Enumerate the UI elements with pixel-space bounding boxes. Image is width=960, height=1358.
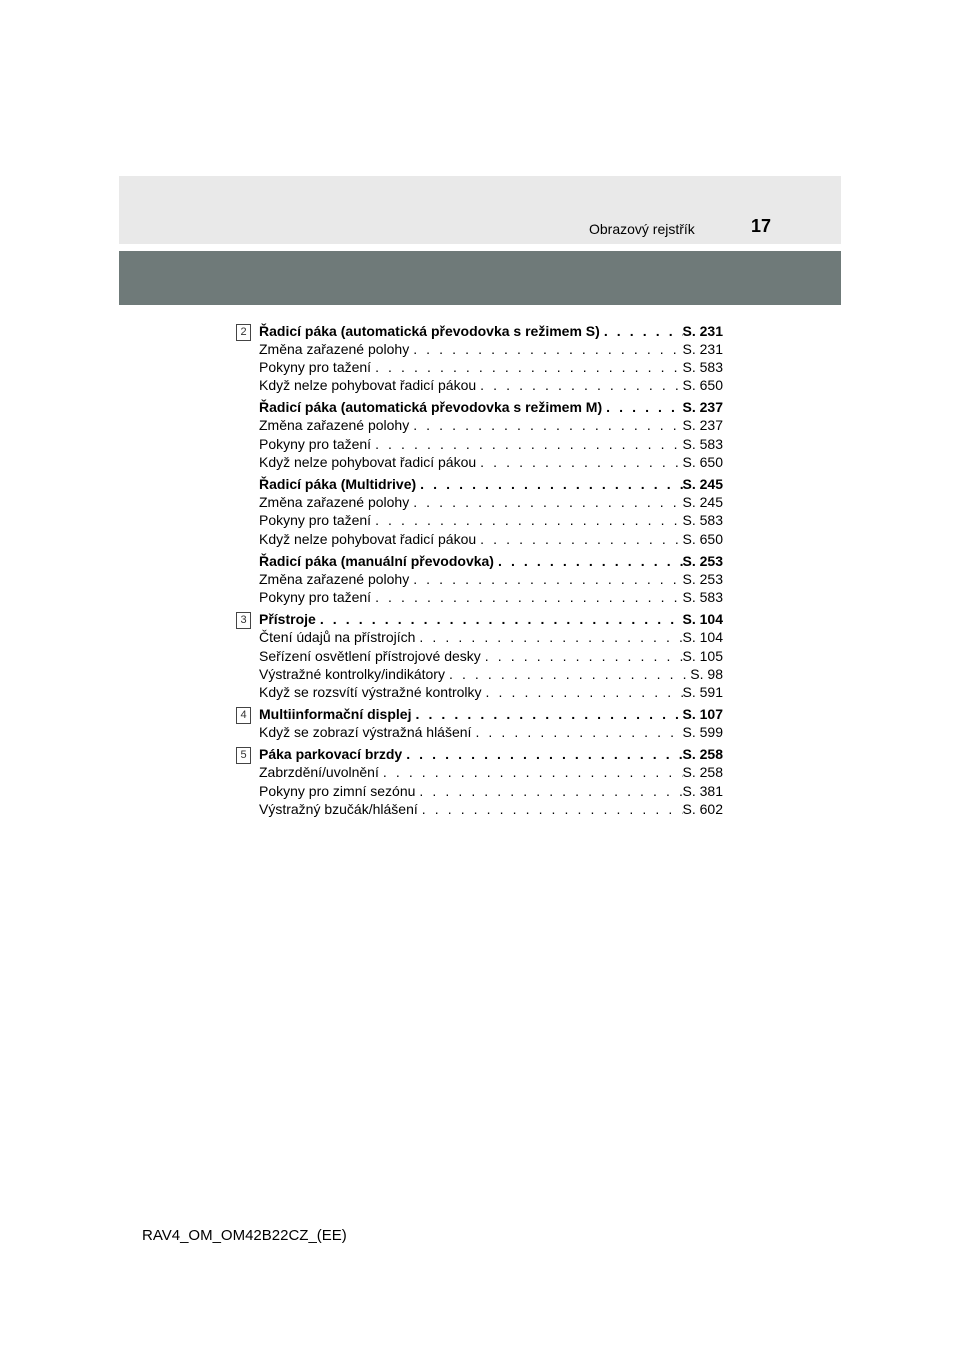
entry-page: S. 591 [682,684,723,701]
leader-dots [602,398,682,416]
document-code: RAV4_OM_OM42B22CZ_(EE) [142,1227,347,1244]
entry-page: S. 104 [682,629,723,646]
entry-label: Změna zařazené polohy [259,417,410,434]
leader-dots [416,475,682,493]
page-number: 17 [751,216,772,236]
entry-label: Pokyny pro tažení [259,359,372,376]
entry-page: S. 231 [682,340,723,357]
callout-number-marker: 3 [236,612,251,629]
leader-dots [415,782,682,800]
leader-dots [409,570,682,588]
index-entry-main[interactable] [259,475,723,493]
leader-dots [409,416,682,434]
header-dark-band [119,251,841,305]
leader-dots [476,376,682,394]
callout-number-marker: 4 [236,707,251,724]
index-entry-sub[interactable] [259,782,723,800]
entry-page: S. 583 [682,512,723,529]
entry-page: S. 650 [682,377,723,394]
entry-page: S. 237 [682,399,723,416]
entry-page: S. 253 [682,570,723,587]
index-group [236,705,723,742]
entry-page: S. 258 [682,764,723,781]
entry-label: Když nelze pohybovat řadicí pákou [259,377,477,394]
entry-page: S. 258 [682,746,723,763]
callout-number-marker: 5 [236,747,251,764]
index-entry-sub[interactable] [259,683,723,701]
leader-dots [471,723,682,741]
index-entry-sub[interactable] [259,511,723,529]
leader-dots [379,763,683,781]
leader-dots [371,511,682,529]
entry-label: Když nelze pohybovat řadicí pákou [259,530,477,547]
leader-dots [316,610,683,628]
entry-title: Multiinformační displej [259,705,412,722]
entry-page: S. 583 [682,435,723,452]
entry-title: Řadicí páka (automatická převodovka s režimem S) [259,322,600,339]
index-entry-sub[interactable] [259,435,723,453]
leader-dots [402,745,682,763]
index-entry-main[interactable] [259,552,723,570]
entry-label: Když nelze pohybovat řadicí pákou [259,454,477,471]
index-group [236,745,723,818]
leader-dots [445,665,690,683]
index-entry-sub[interactable] [259,800,723,818]
leader-dots [481,647,683,665]
entry-title: Páka parkovací brzdy [259,746,403,763]
entry-label: Čtení údajů na přístrojích [259,629,416,646]
index-entry-sub[interactable] [259,358,723,376]
leader-dots [415,628,682,646]
entry-page: S. 253 [682,552,723,569]
index-entry-sub[interactable] [259,416,723,434]
entry-label: Seřízení osvětlení přístrojové desky [259,647,481,664]
entry-title: Přístroje [259,610,316,627]
entry-page: S. 650 [682,454,723,471]
entry-label: Výstražný bzučák/hlášení [259,800,418,817]
entry-label: Pokyny pro tažení [259,435,372,452]
index-entry-main[interactable] [259,322,723,340]
index-entry-sub[interactable] [259,665,723,683]
entry-page: S. 650 [682,530,723,547]
index-entry-sub[interactable] [259,570,723,588]
entry-page: S. 107 [682,705,723,722]
index-entry-main[interactable] [259,610,723,628]
index-entry-main[interactable] [259,398,723,416]
entry-label: Změna zařazené polohy [259,494,410,511]
index-group [236,610,723,701]
index-entry-sub[interactable] [259,647,723,665]
index-entry-sub[interactable] [259,493,723,511]
entry-page: S. 381 [682,782,723,799]
leader-dots [371,358,682,376]
entry-title: Řadicí páka (Multidrive) [259,475,417,492]
leader-dots [409,493,682,511]
leader-dots [371,435,682,453]
index-entry-main[interactable] [259,705,723,723]
entry-label: Zabrzdění/uvolnění [259,764,379,781]
entry-page: S. 602 [682,800,723,817]
index-entry-sub[interactable] [259,588,723,606]
entry-page: S. 245 [682,494,723,511]
index-group [236,322,723,607]
leader-dots [418,800,683,818]
entry-page: S. 231 [682,322,723,339]
entry-label: Změna zařazené polohy [259,570,410,587]
entry-page: S. 245 [682,475,723,492]
index-entry-main[interactable] [259,745,723,763]
entry-label: Když se rozsvítí výstražné kontrolky [259,684,482,701]
section-title: Obrazový rejstřík [589,221,695,237]
leader-dots [600,322,683,340]
index-entry-sub[interactable] [259,340,723,358]
entry-page: S. 98 [690,665,723,682]
index-entry-sub[interactable] [259,530,723,548]
leader-dots [476,453,682,471]
leader-dots [409,340,682,358]
entry-label: Když se zobrazí výstražná hlášení [259,724,472,741]
entry-label: Pokyny pro zimní sezónu [259,782,416,799]
entry-page: S. 599 [682,724,723,741]
leader-dots [482,683,683,701]
entry-title: Řadicí páka (automatická převodovka s režimem M) [259,399,603,416]
entry-page: S. 237 [682,417,723,434]
entry-page: S. 583 [682,359,723,376]
entry-page: S. 105 [682,647,723,664]
leader-dots [411,705,682,723]
entry-label: Pokyny pro tažení [259,512,372,529]
index-entry-sub[interactable] [259,376,723,394]
entry-label: Změna zařazené polohy [259,340,410,357]
header-band [119,176,841,244]
index-entry-sub[interactable] [259,453,723,471]
index-entry-sub[interactable] [259,763,723,781]
index-entry-sub[interactable] [259,628,723,646]
callout-number-marker: 2 [236,324,251,341]
entry-label: Pokyny pro tažení [259,589,372,606]
index-list [236,318,723,818]
leader-dots [494,552,683,570]
entry-title: Řadicí páka (manuální převodovka) [259,552,494,569]
entry-label: Výstražné kontrolky/indikátory [259,665,445,682]
entry-page: S. 583 [682,589,723,606]
entry-page: S. 104 [682,610,723,627]
index-entry-sub[interactable] [259,723,723,741]
leader-dots [476,530,682,548]
leader-dots [371,588,682,606]
